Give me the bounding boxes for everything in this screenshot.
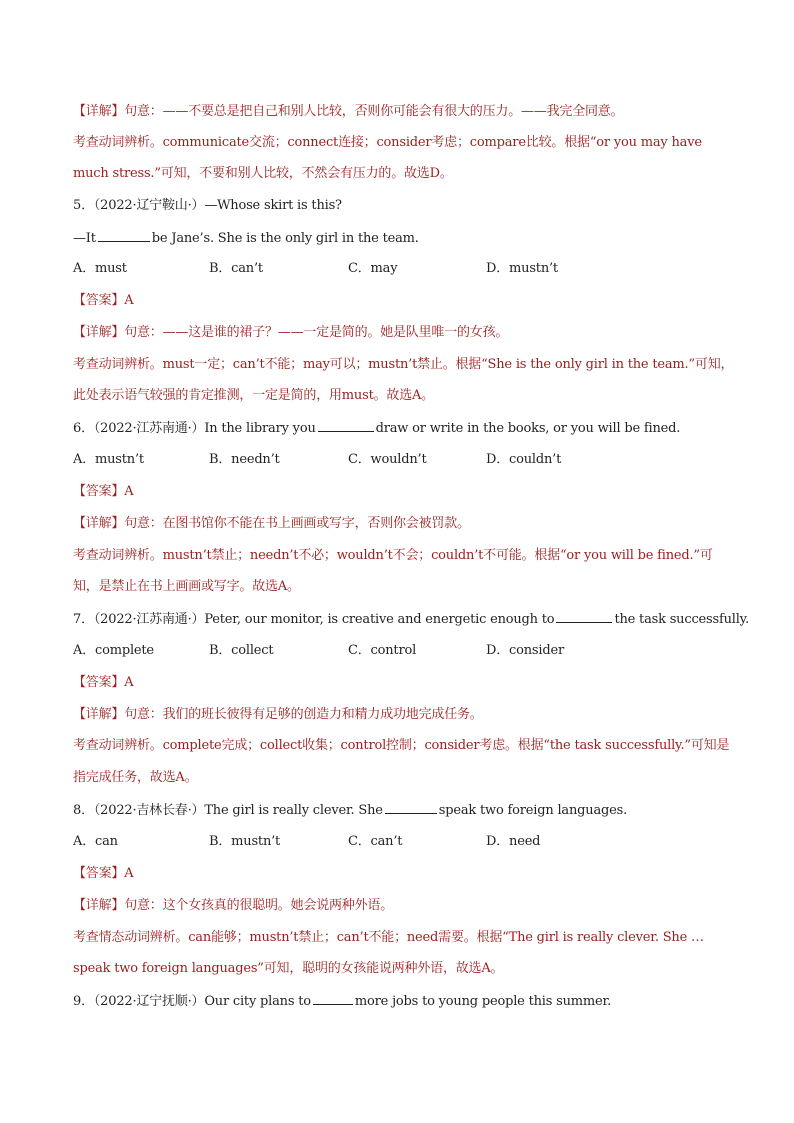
question-text: 8．（2022·吉林长春·）The girl is really clever. She [73,803,383,818]
question-8-options [73,831,733,853]
question-7-stem [73,608,750,630]
question-text: the task successfully. [614,612,750,627]
question-9-stem [73,990,733,1012]
question-text: 7．（2022·江苏南通·）Peter, our monitor, is creative and energetic enough to [73,612,555,627]
option-b: B．collect [209,643,274,658]
answer-blank [556,608,612,623]
option-a: A．can [73,834,118,849]
option-a: A．must [73,261,127,276]
option-b: B．needn’t [209,452,280,467]
question-5-stem: 5．（2022·辽宁鞍山·）—Whose skirt is this? [73,198,342,213]
question-text: more jobs to young people this summer. [354,994,612,1009]
option-b: B．mustn’t [209,834,281,849]
answer-label: 【答案】A [73,675,134,690]
explanation-line: 此处表示语气较强的肯定推测，一定是简的，用must。故选A。 [73,388,434,403]
option-c: C．wouldn’t [348,452,427,467]
question-text: speak two foreign languages. [438,803,628,818]
explanation-line: 【详解】句意：我们的班长彼得有足够的创造力和精力成功地完成任务。 [73,707,483,722]
explanation-line: 【详解】句意：——不要总是把自己和别人比较，否则你可能会有很大的压力。——我完全同意。 [73,104,624,119]
question-6-options [73,449,733,471]
option-a: A．complete [73,643,154,658]
question-text: —It [73,231,96,246]
explanation-line: 【详解】句意：——这是谁的裙子？——一定是简的。她是队里唯一的女孩。 [73,325,509,340]
option-d: D．need [486,834,541,849]
question-5-line [73,227,733,249]
explanation-line: 指完成任务，故选A。 [73,770,198,785]
explanation-line: 考查情态动词辨析。can能够；mustn’t禁止；can’t不能；need需要。根据“The girl is really clever. She … [73,930,704,945]
option-c: C．may [348,261,398,276]
explanation-line: 考查动词辨析。complete完成；collect收集；control控制；consider考虑。根据“the task successfully.”可知是 [73,738,730,753]
answer-label: 【答案】A [73,484,134,499]
explanation-line: 知，是禁止在书上画画或写字。故选A。 [73,579,300,594]
explanation-line: 考查动词辨析。mustn’t禁止；needn’t不必；wouldn’t不会；couldn’t不可能。根据“or you will be fined.”可 [73,548,713,563]
question-text: draw or write in the books, or you will be fined. [375,421,681,436]
answer-blank [98,227,150,242]
option-b: B．can’t [209,261,263,276]
answer-blank [313,990,353,1005]
explanation-line: 【详解】句意：在图书馆你不能在书上画画或写字，否则你会被罚款。 [73,516,470,531]
explanation-line: speak two foreign languages”可知，聪明的女孩能说两种外语，故选A。 [73,961,504,976]
option-a: A．mustn’t [73,452,144,467]
question-7-options [73,640,733,662]
answer-blank [385,799,437,814]
explanation-line: 考查动词辨析。must一定；can’t不能；may可以；mustn’t禁止。根据“She is the only girl in the team.”可知， [73,357,734,372]
answer-blank [318,417,374,432]
option-c: C．can’t [348,834,403,849]
answer-label: 【答案】A [73,866,134,881]
question-6-stem [73,417,733,439]
explanation-line: 考查动词辨析。communicate交流；connect连接；consider考虑；compare比较。根据“or you may have [73,135,702,150]
option-c: C．control [348,643,417,658]
answer-label: 【答案】A [73,293,134,308]
question-8-stem [73,799,733,821]
question-5-options [73,258,733,280]
option-d: D．couldn’t [486,452,562,467]
option-d: D．consider [486,643,564,658]
option-d: D．mustn’t [486,261,558,276]
question-text: 9．（2022·辽宁抚顺·）Our city plans to [73,994,311,1009]
explanation-line: much stress.”可知，不要和别人比较，不然会有压力的。故选D。 [73,166,453,181]
question-text: 6．（2022·江苏南通·）In the library you [73,421,316,436]
question-text: be Jane’s. She is the only girl in the team. [151,231,419,246]
explanation-line: 【详解】句意：这个女孩真的很聪明。她会说两种外语。 [73,898,394,913]
